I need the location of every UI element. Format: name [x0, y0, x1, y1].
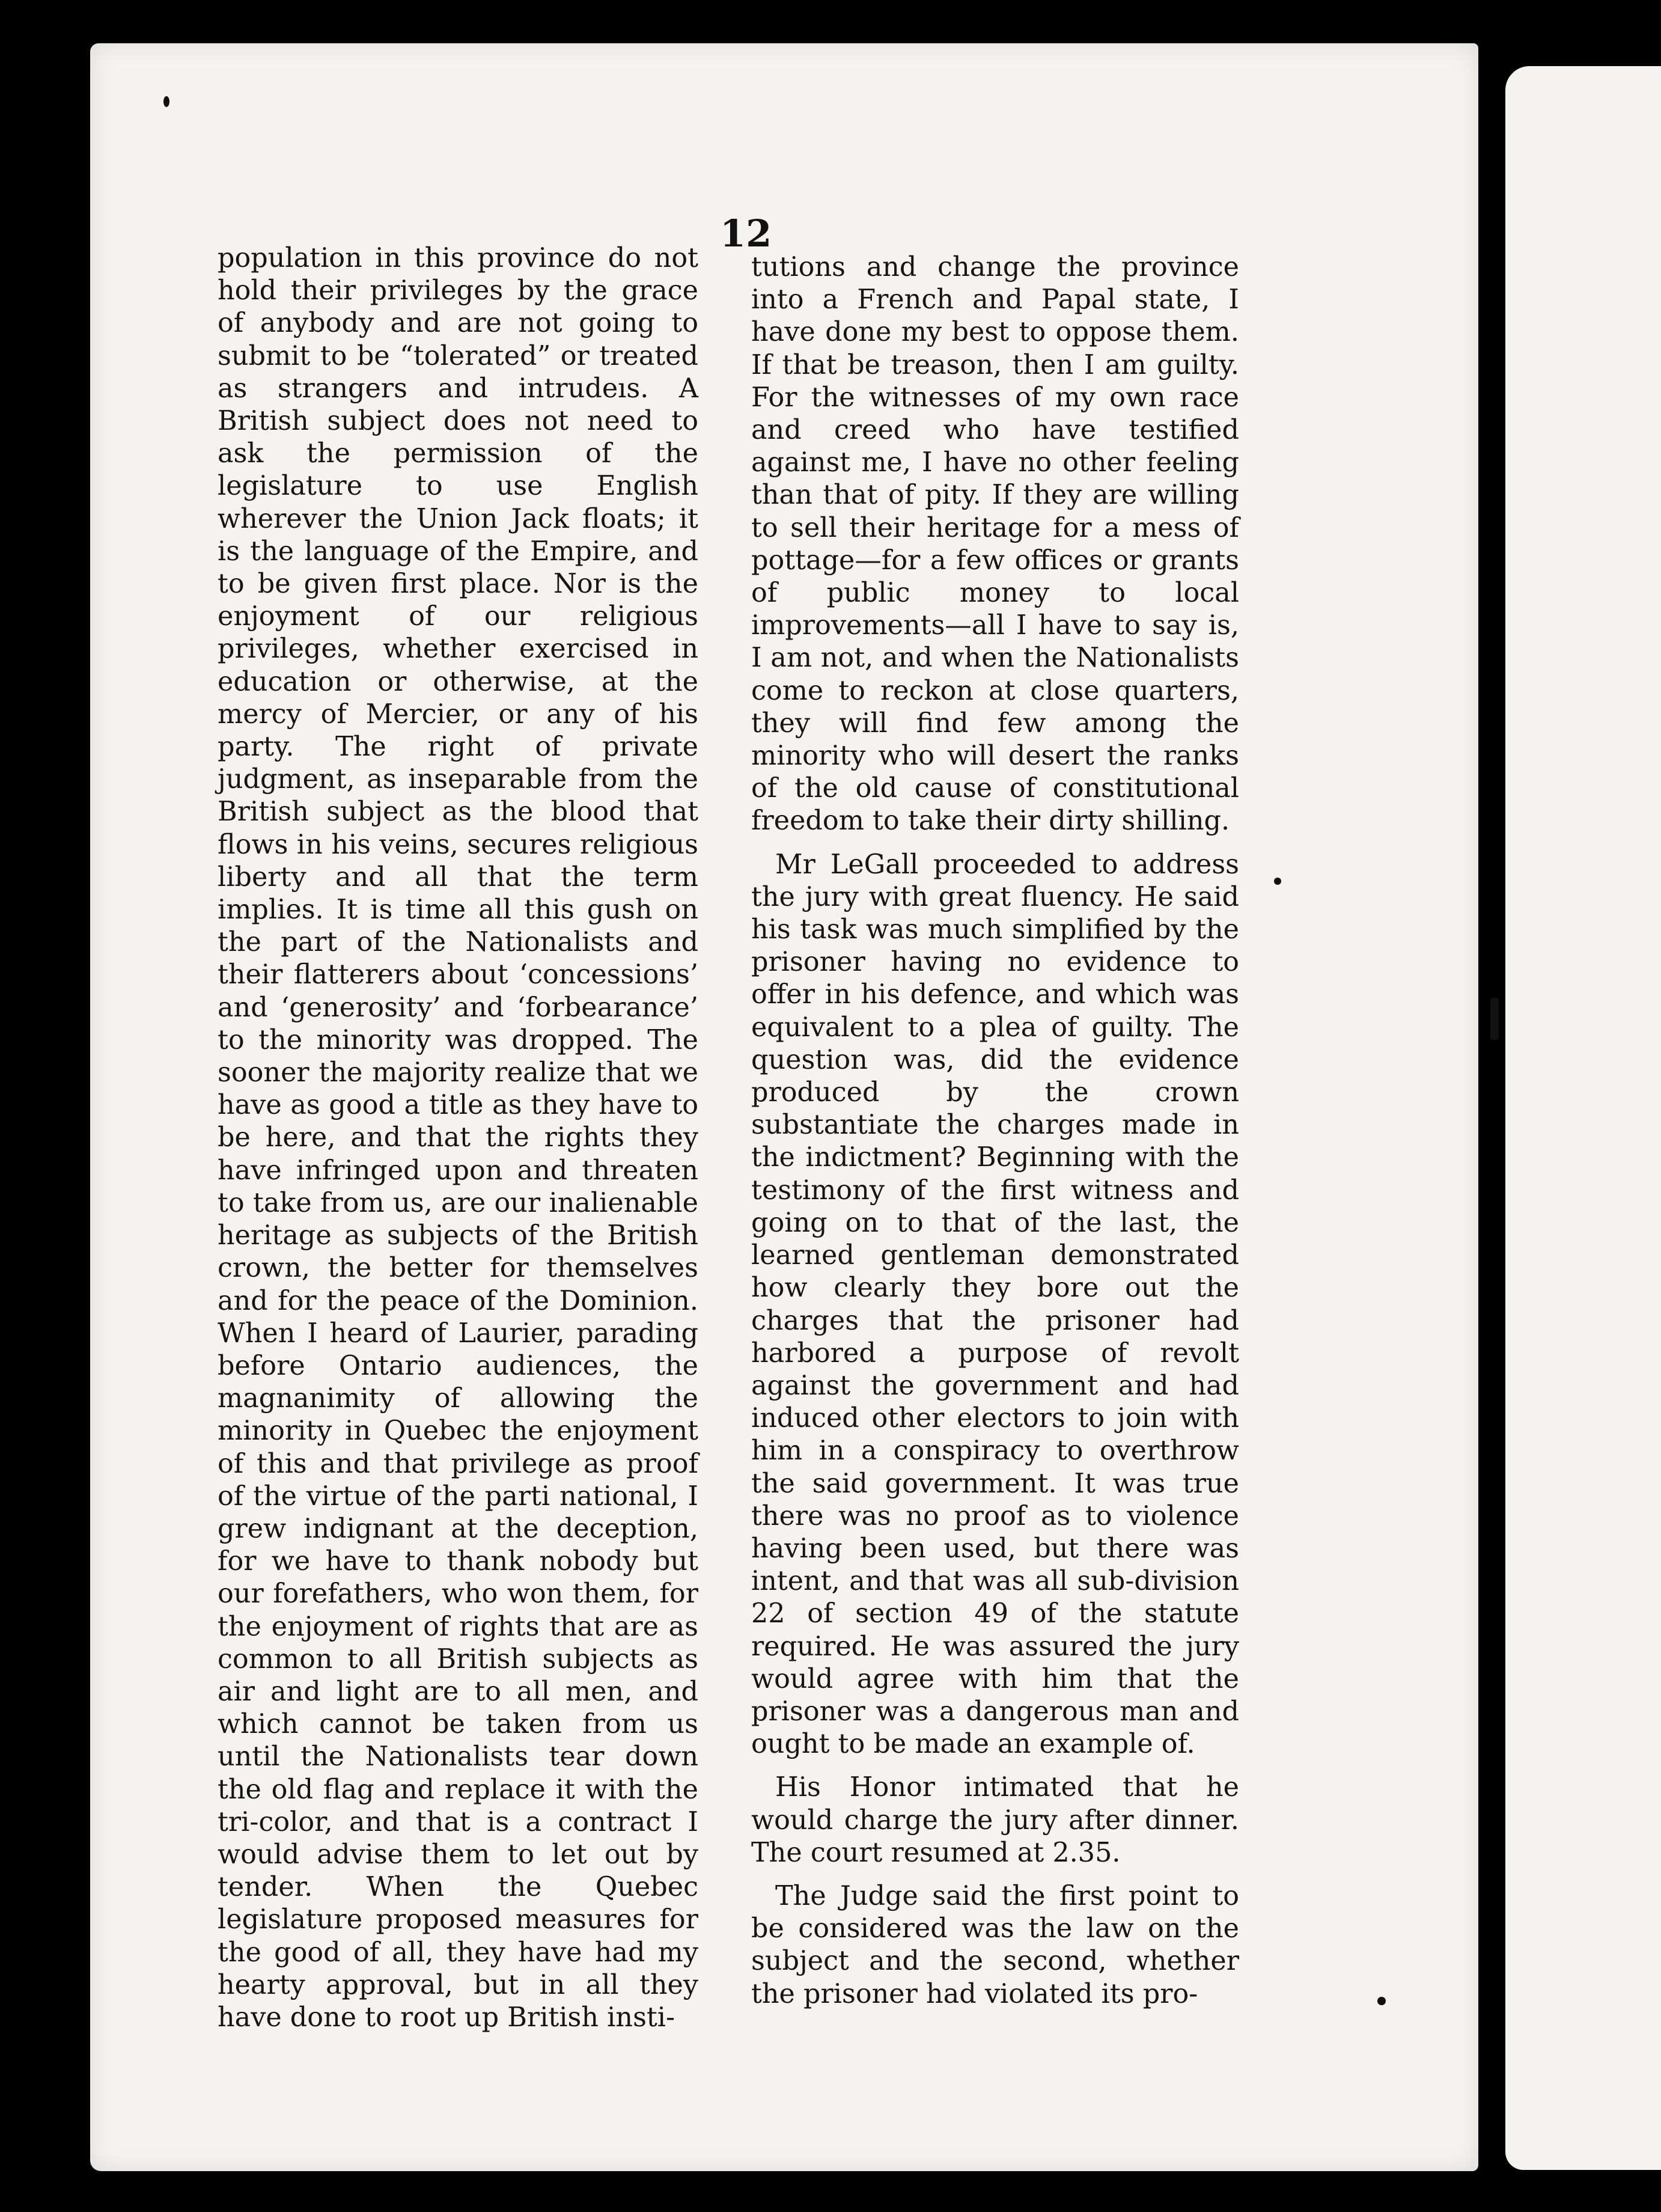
right-column-paragraph: tutions and change the province into a French and Papal state, I have done my best to oppose them. If that be treason, then I am guilty. For the witnesses of my own race and creed who have testified against me, I have no other feeling than that of pity. If they are willing to sell their heritage for a mess of pottage—for a few offices or grants of public money to local improvements—all I have to say is, I am not, and when the Nationalists come to reckon at close quarters, they will find few among the minority who will desert the ranks of the old cause of constitutional freedom to take their dirty shilling.: [751, 252, 1239, 837]
page-number: 12: [720, 212, 772, 255]
right-column-paragraph: Mr LeGall proceeded to address the jury with great fluency. He said his task was much simplified by the prisoner having no evidence to offer in his defence, and which was equivalent to a plea of guilty. The question was, did the evidence produced by the crown substantiate the charges made in the indictment? Beginning with the testimony of the first witness and going on to that of the last, the learned gentleman demonstrated how clearly they bore out the charges that the prisoner had harbored a purpose of revolt against the government and had induced other electors to join with him in a conspiracy to overthrow the said government. It was true there was no proof as to violence having been used, but there was intent, and that was all sub-division 22 of section 49 of the statute required. He was assured the jury would agree with him that the prisoner was a dangerous man and ought to be made an example of.: [751, 849, 1239, 1760]
ink-speck: [1274, 878, 1281, 885]
right-column-paragraph: His Honor intimated that he would charge the jury after dinner. The court resumed at 2.35.: [751, 1772, 1239, 1868]
right-column-paragraph: The Judge said the first point to be considered was the law on the subject and the second, whether the prisoner had violated its pro-: [751, 1880, 1239, 2009]
right-column: [751, 251, 1239, 2011]
ink-speck: [1490, 998, 1499, 1040]
adjacent-page-edge: [1505, 66, 1661, 2170]
ink-speck: [163, 96, 169, 107]
ink-speck: [1377, 1997, 1386, 2005]
left-column: [218, 242, 698, 2034]
left-column-paragraph: population in this province do not hold their privileges by the grace of anybody and are not going to submit to be “tolerated” or treated as strangers and intrudeıs. A British subject does not need to ask the permission of the legislature to use English wherever the Union Jack floats; it is the language of the Empire, and to be given first place. Nor is the enjoyment of our religious privileges, whether exercised in education or otherwise, at the mercy of Mercier, or any of his party. The right of private judgment, as inseparable from the British subject as the blood that flows in his veins, secures religious liberty and all that the term implies. It is time all this gush on the part of the Nationalists and their flatterers about ‘concessions’ and ‘generosity’ and ‘forbearance’ to the minority was dropped. The sooner the majority realize that we have as good a title as they have to be here, and that the rights they have infringed upon and threaten to take from us, are our inalienable heritage as subjects of the British crown, the better for themselves and for the peace of the Dominion. When I heard of Laurier, parading before Ontario audiences, the magnanimity of allowing the minority in Quebec the enjoyment of this and that privilege as proof of the virtue of the parti national, I grew indignant at the deception, for we have to thank nobody but our forefathers, who won them, for the enjoyment of rights that are as common to all British subjects as air and light are to all men, and which cannot be taken from us until the Nationalists tear down the old flag and replace it with the tri-color, and that is a contract I would advise them to let out by tender. When the Quebec legislature proposed measures for the good of all, they have had my hearty approval, but in all they have done to root up British insti-: [218, 243, 698, 2033]
